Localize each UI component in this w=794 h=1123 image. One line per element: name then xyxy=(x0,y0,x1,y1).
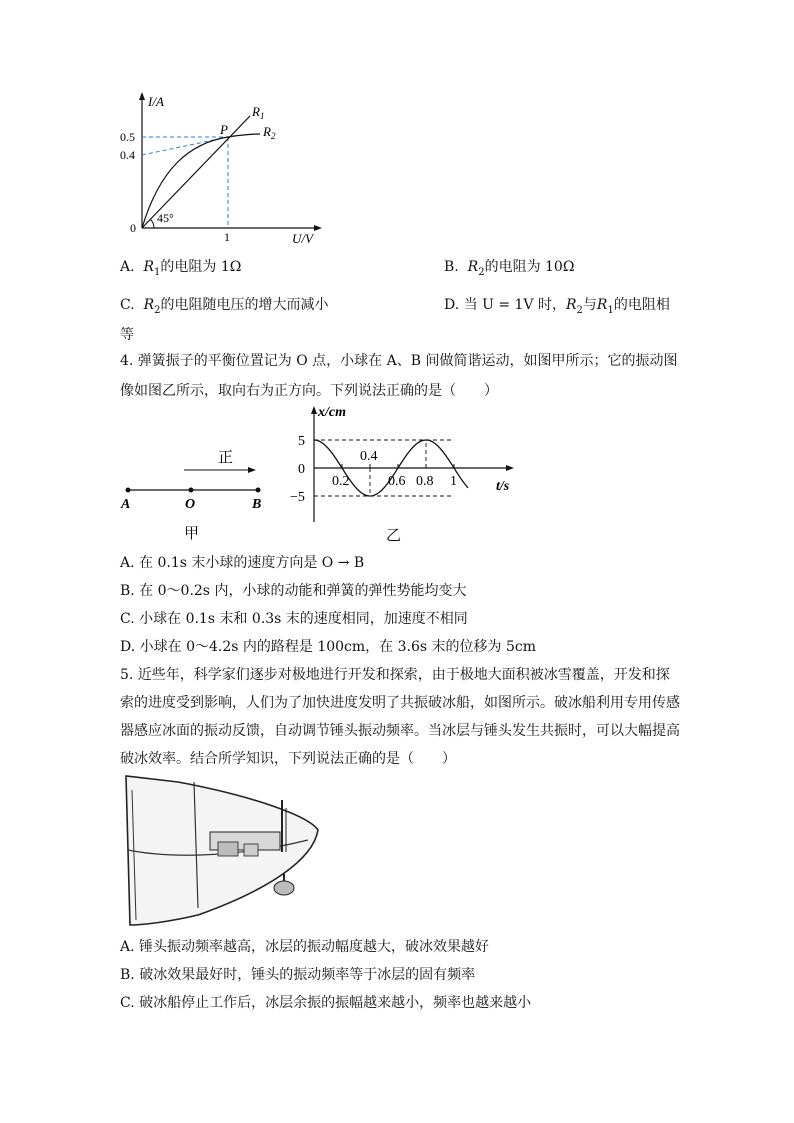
ship-machinery-block2 xyxy=(244,844,258,856)
icebreaker-ship-figure xyxy=(118,770,328,930)
yi-caption: 乙 xyxy=(386,528,402,544)
jia-point-b xyxy=(256,488,261,493)
iu-x-arrow xyxy=(314,225,322,231)
q3-option-b[interactable]: B. $R_2$的电阻为 10Ω xyxy=(444,259,575,278)
iu-point-p: P xyxy=(220,122,228,137)
q3-option-a[interactable]: A. $R_1$的电阻为 1Ω xyxy=(120,259,242,278)
hammer-head xyxy=(274,881,294,895)
yi-ytick-5: 5 xyxy=(298,434,305,449)
jia-direction-label: 正 xyxy=(218,450,234,466)
jia-point-o xyxy=(189,488,194,493)
q5-stem-line3: 器感应冰面的振动反馈，自动调节锤头振动频率。当冰层与锤头发生共振时，可以大幅提高 xyxy=(120,723,680,739)
q4-option-c[interactable]: C. 小球在 0.1s 末和 0.3s 末的速度相同，加速度不相同 xyxy=(120,611,468,627)
angle-arc xyxy=(151,220,155,229)
iu-origin: 0 xyxy=(130,221,136,235)
jia-arrow-head xyxy=(248,467,256,473)
iu-ytick-05: 0.5 xyxy=(120,130,135,144)
jia-point-a xyxy=(126,488,131,493)
jia-label-o: O xyxy=(185,497,196,512)
jia-label-b: B xyxy=(252,497,262,512)
iu-r1-label: $R_1$ xyxy=(252,104,265,121)
yi-xtick-label: 0.4 xyxy=(360,449,378,464)
iu-xtick-1: 1 xyxy=(224,230,230,244)
jia-label-a: A xyxy=(121,497,131,512)
yi-ytick-0: 0 xyxy=(298,462,305,477)
iu-y-label: I/A xyxy=(148,94,164,109)
q5-stem-line1: 5. 近些年，科学家们逐步对极地进行开发和探索，由于极地大面积被冰雪覆盖，开发和探 xyxy=(120,667,670,683)
q3-option-c[interactable]: C. $R_2$的电阻随电压的增大而减小 xyxy=(120,297,329,316)
yi-x-label: t/s xyxy=(496,479,510,494)
q5-option-c[interactable]: C. 破冰船停止工作后，冰层余振的振幅越来越小，频率也越来越小 xyxy=(120,995,532,1011)
fig-yi xyxy=(282,400,522,548)
yi-y-arrow xyxy=(311,406,317,414)
q3-option-d-wrap: 等 xyxy=(120,327,134,343)
q3-option-d[interactable]: D. 当 U = 1V 时，$R_2$与$R_1$的电阻相 xyxy=(444,297,670,316)
q4-stem-line1: 4. 弹簧振子的平衡位置记为 O 点，小球在 A、B 间做简谐运动，如图甲所示；它的振动图 xyxy=(120,353,678,369)
q5-stem-line2: 索的进度受到影响，人们为了加快进度发明了共振破冰船，如图所示。破冰船利用专用传感 xyxy=(120,695,680,711)
iu-graph xyxy=(120,88,330,248)
iu-x-label: U/V xyxy=(292,231,313,246)
q5-stem-line4: 破冰效率。结合所学知识，下列说法正确的是（ ） xyxy=(120,751,456,767)
iu-ytick-04: 0.4 xyxy=(120,148,135,162)
ship-machinery-block xyxy=(218,842,238,856)
yi-y-label: x/cm xyxy=(318,405,346,420)
yi-x-arrow xyxy=(506,465,514,471)
q4-option-b[interactable]: B. 在 0～0.2s 内，小球的动能和弹簧的弹性势能均变大 xyxy=(120,583,467,599)
iu-angle: 45° xyxy=(157,211,174,225)
q5-option-a[interactable]: A. 锤头振动频率越高，冰层的振动幅度越大，破冰效果越好 xyxy=(120,939,490,955)
yi-xtick-label: 1 xyxy=(450,474,457,489)
yi-xtick-label: 0.6 xyxy=(388,474,406,489)
yi-xtick-label: 0.2 xyxy=(332,474,350,489)
jia-caption: 甲 xyxy=(184,526,200,542)
fig-jia xyxy=(118,440,278,550)
iu-y-arrow xyxy=(139,92,145,100)
q4-option-a[interactable]: A. 在 0.1s 末小球的速度方向是 O → B xyxy=(120,555,365,571)
iu-r2-label: $R_2$ xyxy=(263,124,276,141)
yi-ytick-neg5: −5 xyxy=(290,490,305,505)
yi-xtick-label: 0.8 xyxy=(416,474,434,489)
q4-stem-line2: 像如图乙所示，取向右为正方向。下列说法正确的是（ ） xyxy=(120,383,498,399)
q5-option-b[interactable]: B. 破冰效果最好时，锤头的振动频率等于冰层的固有频率 xyxy=(120,967,476,983)
q4-option-d[interactable]: D. 小球在 0～4.2s 内的路程是 100cm，在 3.6s 末的位移为 5cm xyxy=(120,639,536,655)
